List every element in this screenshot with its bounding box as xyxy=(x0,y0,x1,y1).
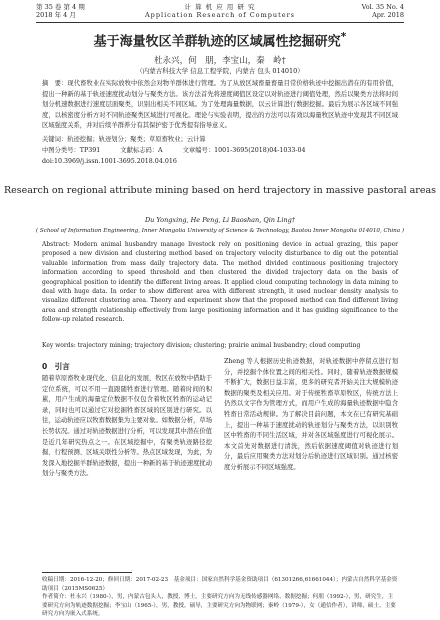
article-meta xyxy=(42,146,398,167)
title-en: Research on regional attribute mining based on herd trajectory in massive pastoral areas xyxy=(4,185,436,196)
body-left-column: 随着草原畜牧业现代化、信息化的发展，牧区在放牧中借助于定位系统，可以不用一直跟随牲畜进行管理。随着时间的积累，用户生成的海量定位数据不仅包含着牧区牲畜的运动记录，同时也可以通过它对挖掘牲畜区域的区别进行研究。以往，运动轨迹应以牧畜数据集为主要对象。如数据分析，草场长势状况。通过对轨迹数据进行分析，可以发现其中潜在价值是近几年研究热点之一。在区域挖掘中，有聚类轨迹路径挖掘、行程预测、区域关联性分析等。热点区域发现，为此，为发深入地挖掘羊群轨迹数据，提出一种新的基于轨迹速度扰动划分与聚类方法。 xyxy=(42,375,212,478)
keywords-zh: 关键词：轨迹挖掘；轨迹划分；聚类；草原畜牧业；云计算 xyxy=(42,136,206,143)
title-zh xyxy=(0,30,440,49)
date-zh: 2018 年 4 月 xyxy=(36,11,76,19)
article-number: 文章编号：1001-3695(2018)04-1033-04 xyxy=(182,147,306,154)
footnote-funding: 收稿日期：2016-12-20；修回日期：2017-02-23 基金项目：国家自然科学基金资助项目（61301266,61661044）；内蒙古自然科学基金资助项目（2015MS0625） xyxy=(42,577,398,592)
authors-en: Du Yongxing, He Peng, Li Baoshan, Qin Ling† xyxy=(144,216,296,224)
journal-en: Application Research of Computers xyxy=(144,11,296,19)
doc-code: 文献标志码：A xyxy=(120,147,163,154)
body-right-column: Zheng 等人根据历史轨迹数据，对轨迹数据中停留点进行划分，并挖掘个体位置之间的相关性。同时，随着轨迹数据规模不断扩大，数据日益丰富，更多的研究者开始关注大规模轨迹数据的聚类及相关应用。对于传统牲畜草原牧区，传统方法上仍然以文字作为管理方式，而用户生成的海量轨迹数据中隐含牲畜日常活动规律。为了解决目前问题，本文在已有研究基础上，提出一种基于速度扰动的轨迹划分与聚类方法，以识别牧区中牲畜的不同生活区域，并对各区域强度进行可视化展示。本文首先对数据进行清洗，然后依据速度阈值对轨迹进行划分，最后应用聚类方法对划分后轨迹进行区域识别。通过核密度分析展示不同区域强度。 xyxy=(224,358,398,471)
keywords-en: Key words: trajectory mining; trajectory division; clustering; prairie animal husbandry; cloud computing xyxy=(42,342,361,349)
header-rule xyxy=(36,22,404,23)
doi: doi:10.3969/j.issn.1001-3695.2018.04.016 xyxy=(42,157,177,165)
title-zh-text: 基于海量牧区羊群轨迹的区域属性挖掘研究 xyxy=(93,34,341,50)
clc-number: 中图分类号：TP391 xyxy=(42,147,101,154)
footnote-rule xyxy=(42,572,132,573)
footnote xyxy=(42,576,398,619)
footnote-authors: 作者简介：杜永兴（1980-），男，内蒙古包头人，教授，博士，主要研究方向为无线传感器网络、数据挖掘；何朋（1992-），男，研究生，主要研究方向为轨迹数据挖掘；李宝山（1965-），男，教授，硕导，主要研究方向为物联网；秦岭（1979-），女（通信作者），讲师，硕士，主要研究方向为嵌入式系统。 xyxy=(42,594,396,618)
affiliation-en: ( School of Information Engineering, Inner Mongolia University of Science & Technology, Baotou Inner Mongolia 014010, China ) xyxy=(35,228,405,234)
journal-zh: 计 算 机 应 用 研 究 xyxy=(184,3,256,11)
abstract-zh: 摘 要：现代畜牧业在实际放牧中依然会对物羊群体进行管理。为了从放区域畜量畜量目常价格轨迹中挖掘出潜在的有用价值，提出一种新的基于轨迹速度扰动划分与聚类方法。该方法首先将速度阈值区设定以对轨迹进行阈值处理，然后以聚类方法将时间划分机速数据进行速度层面聚类，识别出相关不同区域。为了处理海量数据，以云计算进行数据挖掘。最后为展示各区域不同强度，以核密度分析方对不同轨迹聚类区域进行可视化。理论与实验表明，提出的方法可以有效以海量牧区轨迹中发现其不同区域区域强度关系，并对后续羊群养分有其保护密于优秀提有指导意义。 xyxy=(42,80,398,129)
affiliation-zh: （内蒙古科技大学 信息工程学院，内蒙古 包头 014010） xyxy=(136,67,304,75)
abstract-en: Abstract: Modern animal husbandry manage livestock rely on positioning device in actual grazing, this paper proposed a new division and clustering method based on trajectory velocity disturbance to dig out the potential valuable information from mass daily trajectory data. The method divided continuous positioning trajectory information according to speed threshold and then clustered the divided trajectory data on the basis of geographical position to identify the different living areas. It applied cloud computing technology in data mining to deal with huge data. In order to show different area with different strength, it used nuclear density analysis to visualize different clustering area. Theory and experiment show that the proposed method can find different living area and strength relationship effectively from large positioning information and it has guiding significance to the follow-up related research. xyxy=(42,241,398,324)
header-right xyxy=(362,3,404,19)
volume-en: Vol. 35 No. 4 xyxy=(361,3,404,11)
header-center xyxy=(36,3,404,19)
date-en: Apr. 2018 xyxy=(372,11,404,19)
authors-zh: 杜永兴，何 朋，李宝山，秦 岭† xyxy=(154,56,286,66)
volume-zh: 第 35 卷 第 4 期 xyxy=(36,3,85,11)
section-heading: 0 引言 xyxy=(42,362,70,371)
title-mark: * xyxy=(340,30,347,43)
